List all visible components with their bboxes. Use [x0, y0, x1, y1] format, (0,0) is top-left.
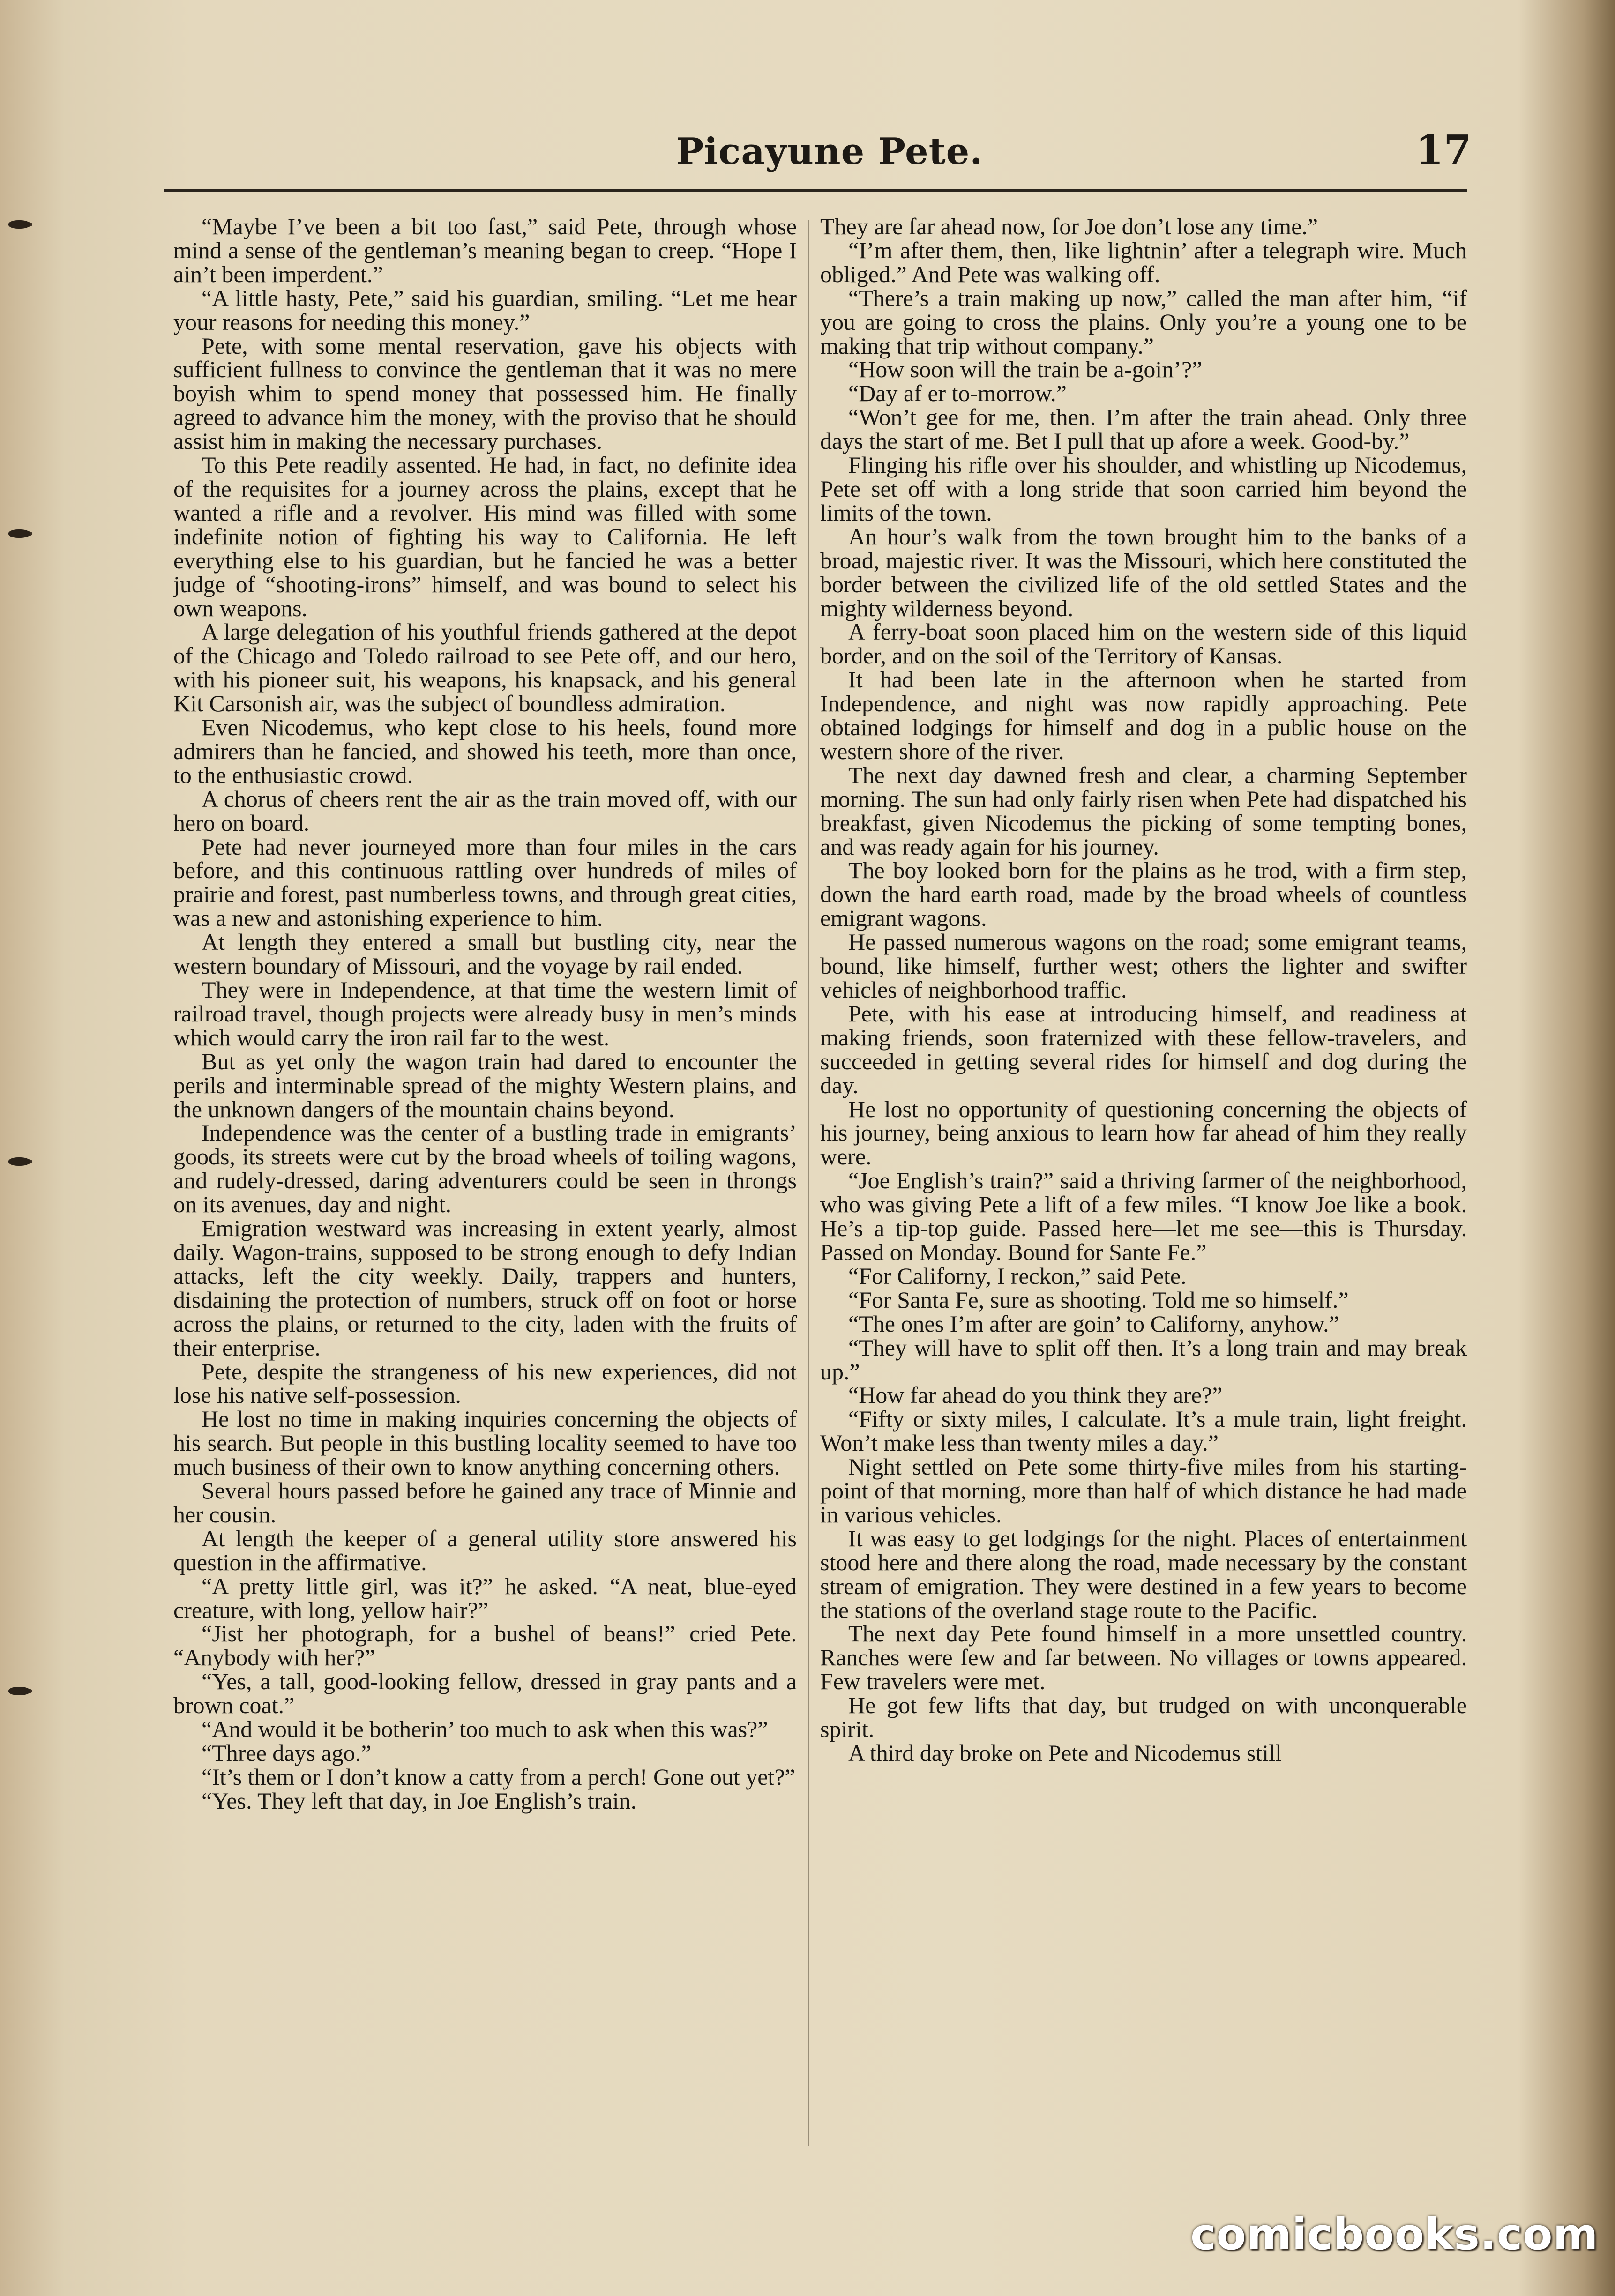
paragraph: At length they entered a small but bustling city, near the western boundary of Missouri, and the voyage by rail ended.: [173, 929, 797, 979]
paragraph: Pete, despite the strangeness of his new experiences, did not lose his native self-possession.: [173, 1358, 797, 1409]
left-text-column: [173, 215, 797, 2150]
paragraph: The next day dawned fresh and clear, a charming September morning. The sun had only fairly risen when Pete had dispatched his breakfast, given Nicodemus the picking of some tempting bones, and was ready again for his journey.: [820, 761, 1467, 860]
paragraph: Several hours passed before he gained any trace of Minnie and her cousin.: [173, 1477, 797, 1528]
paragraph: It had been late in the afternoon when he started from Independence, and night was now rapidly approaching. Pete obtained lodgings for himself and dog in a public house on the western shore of the river.: [820, 666, 1467, 764]
binding-hole: [8, 1157, 30, 1166]
binding-hole: [8, 529, 30, 538]
paragraph: “And would it be botherin’ too much to ask when this was?”: [202, 1716, 768, 1743]
header-rule: [164, 189, 1467, 192]
paragraph: At length the keeper of a general utility store answered his question in the affirmative.: [173, 1525, 797, 1575]
paragraph: An hour’s walk from the town brought him to the banks of a broad, majestic river. It was the Missouri, which here constituted the border between the civilized life of the old settled States and the mighty wilderness beyond.: [820, 523, 1467, 621]
paragraph: The next day Pete found himself in a more unsettled country. Ranches were few and far between. No villages or towns appeared. Few travelers were met.: [820, 1620, 1467, 1695]
paragraph: A ferry-boat soon placed him on the western side of this liquid border, and on the soil of the Territory of Kansas.: [820, 619, 1467, 669]
paragraph: Pete had never journeyed more than four miles in the cars before, and this continuous rattling over hundreds of miles of prairie and forest, past numberless towns, and through great cities, was a new and astonishing experience to him.: [173, 833, 797, 932]
paragraph: “For Santa Fe, sure as shooting. Told me so himself.”: [848, 1286, 1349, 1313]
paragraph: Night settled on Pete some thirty-five miles from his starting-point of that morning, more than half of which distance he had made in various vehicles.: [820, 1454, 1467, 1528]
paragraph: The boy looked born for the plains as he trod, with a firm step, down the hard earth road, made by the broad wheels of countless emigrant wagons.: [820, 857, 1467, 932]
paragraph: “A pretty little girl, was it?” he asked. “A neat, blue-eyed creature, with long, yellow hair?”: [173, 1573, 797, 1623]
paragraph: Flinging his rifle over his shoulder, and whistling up Nicodemus, Pete set off with a long stride that soon carried him beyond the limits of the town.: [820, 452, 1467, 526]
paragraph: Even Nicodemus, who kept close to his heels, found more admirers than he fancied, and showed his teeth, more than once, to the enthusiastic crowd.: [173, 714, 797, 788]
column-divider: [808, 220, 809, 2146]
paragraph: A chorus of cheers rent the air as the train moved off, with our hero on board.: [173, 785, 797, 836]
binding-hole: [8, 1687, 30, 1695]
paragraph: “Won’t gee for me, then. I’m after the train ahead. Only three days the start of me. Bet I pull that up afore a week. Good-by.”: [820, 404, 1467, 455]
paragraph: He lost no time in making inquiries concerning the objects of his search. But people in this bustling locality seemed to have too much business of their own to know anything concerning others.: [173, 1406, 797, 1480]
paragraph: “Three days ago.”: [202, 1740, 372, 1766]
paragraph: “For Californy, I reckon,” said Pete.: [848, 1262, 1187, 1289]
paragraph: Emigration westward was increasing in extent yearly, almost daily. Wagon-trains, supposed to be strong enough to defy Indian attacks, left the city weekly. Daily, trappers and hunters, disdaining the protection of numbers, struck off on foot or horse across the plains, or returned to the city, laden with the fruits of their enterprise.: [173, 1215, 797, 1361]
paragraph: Pete, with some mental reservation, gave his objects with sufficient fullness to convince the gentleman that it was no mere boyish whim to spend money that possessed him. He finally agreed to advance him the money, with the proviso that he should assist him in making the necessary purchases.: [173, 332, 797, 455]
paragraph: “Maybe I’ve been a bit too fast,” said Pete, through whose mind a sense of the gentleman’s meaning began to creep. “Hope I ain’t been imperdent.”: [173, 215, 797, 287]
paragraph: They were in Independence, at that time the western limit of railroad travel, though projects were already busy in men’s minds which would carry the iron rail far to the west.: [173, 977, 797, 1051]
watermark: comicbooks.com: [1190, 2209, 1599, 2259]
paragraph: A third day broke on Pete and Nicodemus still: [848, 1740, 1282, 1766]
paragraph: Pete, with his ease at introducing himself, and readiness at making friends, soon fraternized with these fellow-travelers, and succeeded in getting several rides for himself and dog during the day.: [820, 1000, 1467, 1098]
paragraph: “Day af er to-morrow.”: [848, 380, 1067, 407]
paragraph: He passed numerous wagons on the road; some emigrant teams, bound, like himself, further west; others the lighter and swifter vehicles of neighborhood traffic.: [820, 929, 1467, 1003]
paragraph: “Yes, a tall, good-looking fellow, dressed in gray pants and a brown coat.”: [173, 1668, 797, 1719]
paragraph: A large delegation of his youthful friends gathered at the depot of the Chicago and Toledo railroad to see Pete off, and our hero, with his pioneer suit, his weapons, his knapsack, and his general Kit Carsonish air, was the subject of boundless admiration.: [173, 619, 797, 717]
paragraph: Independence was the center of a bustling trade in emigrants’ goods, its streets were cut by the broad wheels of toiling wagons, and rudely-dressed, daring adventurers could be seen in throngs on its avenues, day and night.: [173, 1119, 797, 1218]
paragraph: “There’s a train making up now,” called the man after him, “if you are going to cross the plains. Only you’re a young one to be making that trip without company.”: [820, 284, 1467, 359]
paragraph: “The ones I’m after are goin’ to Californy, anyhow.”: [848, 1310, 1339, 1337]
paragraph: To this Pete readily assented. He had, in fact, no definite idea of the requisites for a journey across the plains, except that he wanted a rifle and a revolver. His mind was filled with some indefinite notion of fighting his way to California. He left everything else to his guardian, but he fancied he was a better judge of “shooting-irons” himself, and was bound to select his own weapons.: [173, 452, 797, 621]
paragraph: “They will have to split off then. It’s a long train and may break up.”: [820, 1334, 1467, 1385]
paragraph: “It’s them or I don’t know a catty from a perch! Gone out yet?”: [202, 1763, 795, 1790]
paragraph: “How far ahead do you think they are?”: [848, 1382, 1223, 1409]
paragraph: It was easy to get lodgings for the night. Places of entertainment stood here and there along the road, made necessary by the constant stream of emigration. They were destined in a few years to become the stations of the overland stage route to the Pacific.: [820, 1525, 1467, 1623]
paragraph: But as yet only the wagon train had dared to encounter the perils and interminable spread of the mighty Western plains, and the unknown dangers of the mountain chains beyond.: [173, 1048, 797, 1122]
paragraph: They are far ahead now, for Joe don’t lose any time.”: [820, 215, 1318, 239]
paragraph: “Fifty or sixty miles, I calculate. It’s a mule train, light freight. Won’t make less than twenty miles a day.”: [820, 1406, 1467, 1456]
paragraph: “I’m after them, then, like lightnin’ after a telegraph wire. Much obliged.” And Pete was walking off.: [820, 237, 1467, 287]
paragraph: “Yes. They left that day, in Joe English’s train.: [202, 1787, 637, 1814]
paragraph: “Joe English’s train?” said a thriving farmer of the neighborhood, who was giving Pete a lift of a few miles. “I know Joe like a book. He’s a tip-top guide. Passed here—let me see—this is Thursday. Passed on Monday. Bound for Sante Fe.”: [820, 1167, 1467, 1265]
page-number: 17: [1415, 127, 1472, 174]
binding-hole: [8, 220, 30, 229]
paragraph: He lost no opportunity of questioning concerning the objects of his journey, being anxious to learn how far ahead of him they really were.: [820, 1096, 1467, 1170]
paragraph: “How soon will the train be a-goin’?”: [848, 356, 1203, 383]
paragraph: “A little hasty, Pete,” said his guardian, smiling. “Let me hear your reasons for needing this money.”: [173, 284, 797, 335]
paragraph: He got few lifts that day, but trudged on with unconquerable spirit.: [820, 1692, 1467, 1743]
right-text-column: [820, 215, 1467, 2150]
running-head-title: Picayune Pete.: [676, 130, 983, 173]
paragraph: “Jist her photograph, for a bushel of beans!” cried Pete. “Anybody with her?”: [173, 1620, 797, 1671]
